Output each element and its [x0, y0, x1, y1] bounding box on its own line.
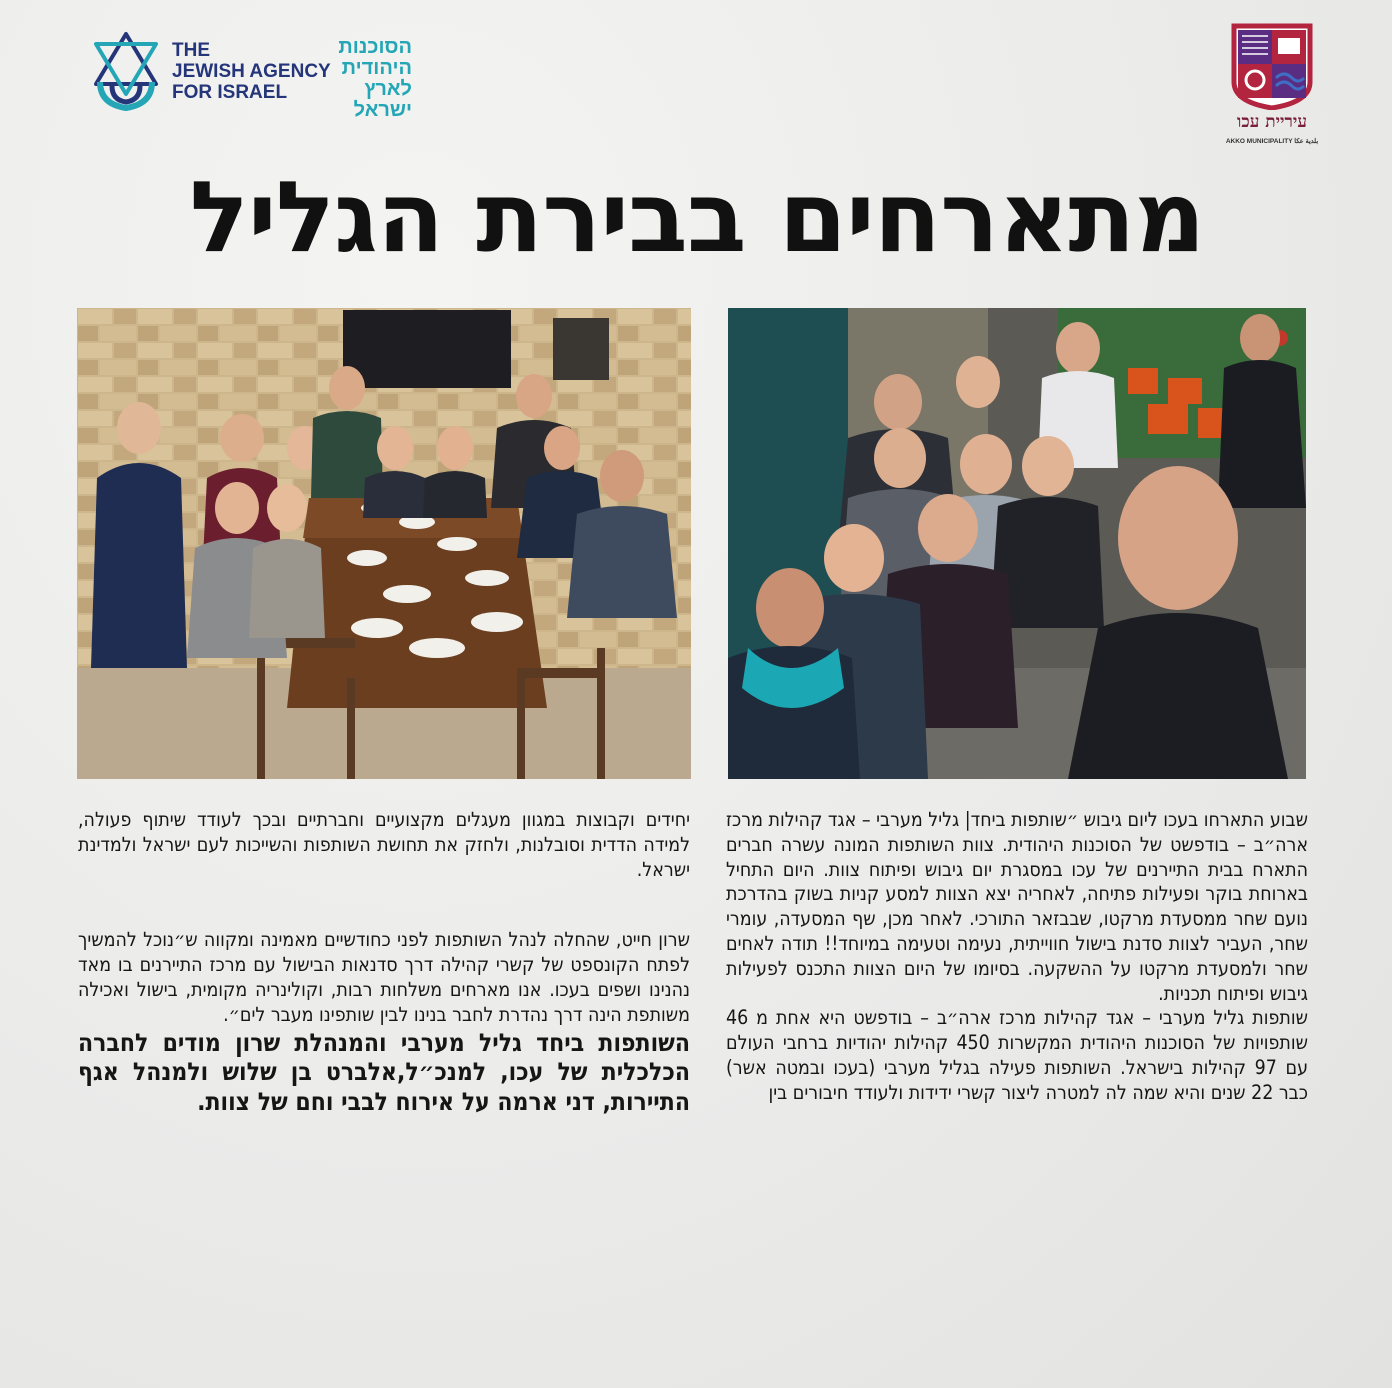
ja-en-line: JEWISH AGENCY: [172, 61, 331, 82]
closing-thanks: השותפות ביחד גליל מערבי והמנהלת שרון מודים לחברה הכלכלית של עכו, למנכ״ל,אלברט בן שלוש ולמנהל אגף התיירות, דני ארמה על אירוח לבבי וחם של צוות.: [78, 1027, 690, 1117]
article-paragraph: שרון חייט, שהחלה לנהל השותפות לפני כחודשיים מאמינה ומקווה ש״נוכל להמשיך לפתח הקונספט של קשרי קהילה דרך סדנאות הבישול עם מרכז התיירנים בו מאד נהנינו ושפים בעכו. אנו מארחים משלחות רבות, וקולינריה מקומית, בישול ואכילה משותפת הינה דרך נהדרת לחבר בנינו לבין שותפינו מעבר לים״.: [78, 928, 690, 1026]
group-dinner-photo: [77, 308, 691, 779]
akko-name: עיריית עכו: [1237, 112, 1307, 132]
article-paragraph: שותפות גליל מערבי – אגד קהילות מרכז ארה״ב – בודפשט היא אחת מ 46 שותפויות של הסוכנות היהודית המקשרות 450 קהילות יהודיות ברחבי העולם עם 97 קהילות בישראל. השותפות פעילה בגליל מערבי (בעכו ובמטה אשר) כבר 22 שנים והיא שמה לה למטרה ליצור קשרי ידידות ולעודד חיבורים בין: [726, 1006, 1308, 1104]
akko-subtitle: AKKO MUNICIPALITY بلدية عكا: [1225, 138, 1319, 145]
jewish-agency-emblem-icon: [86, 30, 166, 112]
ja-en-line: FOR ISRAEL: [172, 82, 288, 103]
jewish-agency-logo: [86, 30, 416, 121]
ja-he-line: לארץ: [364, 78, 412, 100]
article-left-column: [78, 808, 690, 1117]
akko-municipality-logo: [1224, 22, 1320, 152]
market-selfie-photo: [728, 308, 1306, 779]
jewish-agency-hebrew: [292, 37, 412, 121]
article-paragraph: שבוע התארחו בעכו ליום גיבוש ״שותפות ביחד| גליל מערבי – אגד קהילות מרכז ארה״ב – בודפשט של הסוכנות היהודית. צוות השותפות המונה עשרה חברים התארח בבית התיירנים של עכו במסגרת יום גיבוש ופיתוח צוות. היום התחיל בארוחת בוקר ופעילות פתיחה, לאחריה יצא הצוות למסע קניות בשוק בהדרכת נועם שחר ממסעדת מרקטו, שבבזאר התורכי. לאחר מכן, שף המסעדה, עומרי שחר, העביר לצוות סדנת בישול חווייתית, נעימה וטעימה במיוחד!! תודה לאחים שחר ולמסעדת מרקטו על ההשקעה. בסיומו של היום הצוות התכנס לפעילות גיבוש ופיתוח תכניות.: [726, 808, 1308, 1005]
ja-he-line: הסוכנות היהודית: [338, 36, 412, 79]
paragraph-gap: [78, 882, 690, 928]
ja-en-line: THE: [172, 40, 210, 61]
ja-he-line: ישראל: [353, 99, 412, 121]
headline: מתארחים בבירת הגליל: [189, 161, 1205, 275]
group-dinner-photo-icon: [77, 308, 691, 779]
article-right-column: [726, 808, 1308, 1106]
market-selfie-photo-icon: [728, 308, 1306, 779]
akko-crest-icon: [1224, 22, 1320, 110]
article-paragraph: יחידים וקבוצות במגוון מעגלים מקצועיים וחברתיים ובכך לעודד שיתוף פעולה, למידה הדדית וסובלנות, ולחזק את תחושת השותפות והשייכות לעם ישראל ולמדינת ישראל.: [78, 808, 690, 881]
